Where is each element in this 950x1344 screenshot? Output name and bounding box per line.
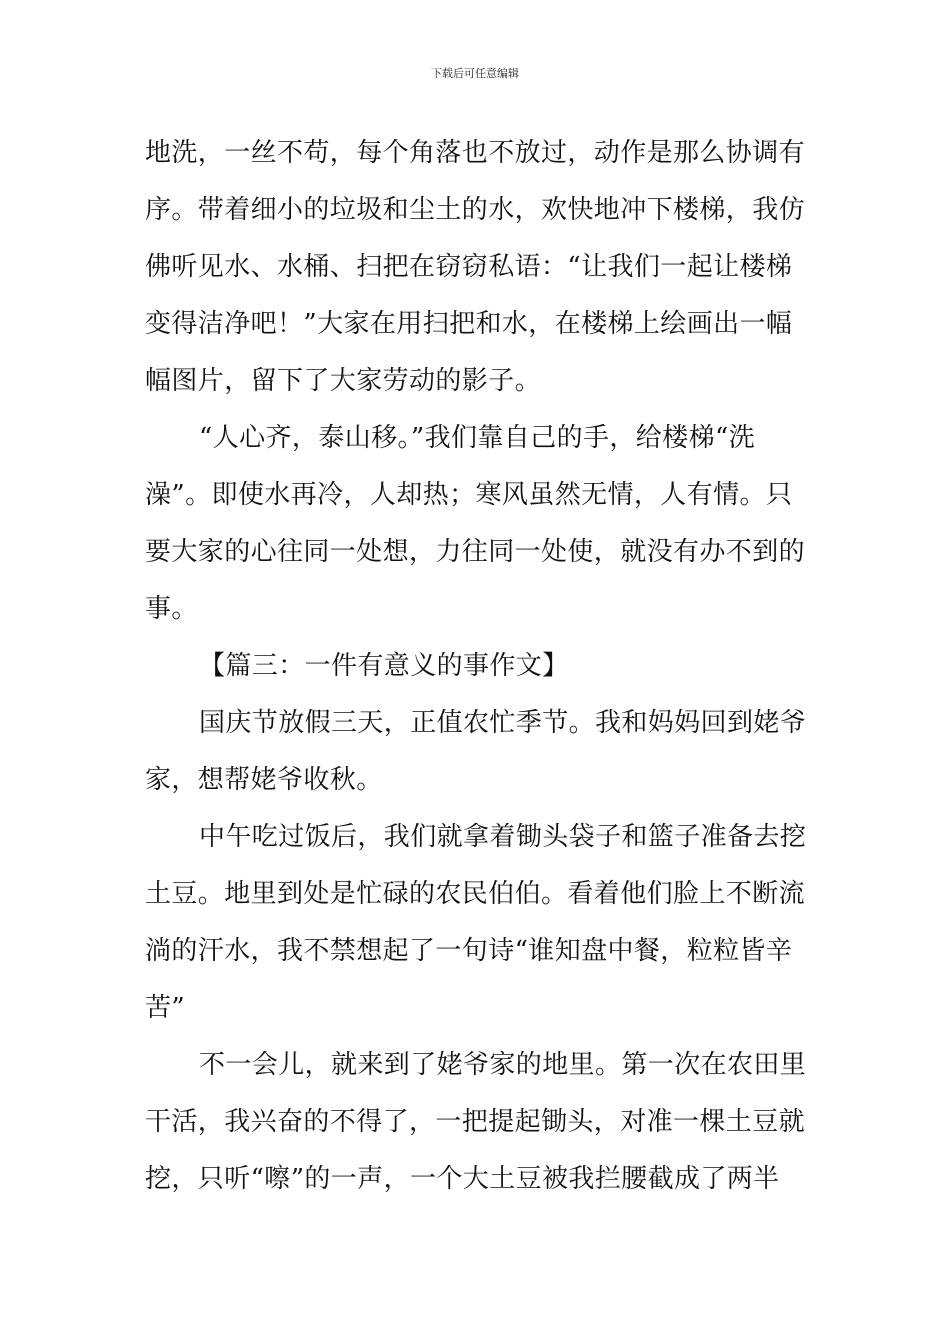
text-line: 澡”。即使水再冷，人却热；寒风虽然无情，人有情。只 (145, 480, 793, 510)
text-line: 变得洁净吧！”大家在用扫把和水，在楼梯上绘画出一幅 (145, 309, 793, 339)
text-line: 不一会儿，就来到了姥爷家的地里。第一次在农田里 (199, 1050, 807, 1080)
text-line: 序。带着细小的垃圾和尘土的水，欢快地冲下楼梯，我仿 (145, 195, 806, 225)
text-line: 地洗，一丝不苟，每个角落也不放过，动作是那么协调有 (145, 138, 806, 168)
text-line: 淌的汗水，我不禁想起了一句诗“谁知盘中餐，粒粒皆辛 (145, 936, 793, 966)
paragraph-national-day (145, 695, 807, 809)
text-line: 中午吃过饭后，我们就拿着锄头袋子和篮子准备去挖 (199, 822, 807, 852)
text-line: 家，想帮姥爷收秋。 (145, 765, 383, 795)
text-line: 国庆节放假三天，正值农忙季节。我和妈妈回到姥爷 (199, 708, 807, 738)
paragraph-unity-proverb (145, 410, 807, 638)
paragraph-digging-potatoes (145, 809, 807, 1037)
text-line: “人心齐，泰山移。”我们靠自己的手，给楼梯“洗 (199, 423, 756, 453)
text-line: 事。 (145, 594, 198, 624)
paragraph-stair-cleaning-continued (145, 125, 807, 410)
section-title: 【篇三：一件有意义的事作文】 (199, 651, 569, 681)
text-line: 佛听见水、水桶、扫把在窃窃私语：“让我们一起让楼梯 (145, 252, 793, 282)
text-line: 挖，只听“嚓”的一声，一个大土豆被我拦腰截成了两半 (145, 1164, 780, 1194)
text-line: 要大家的心往同一处想，力往同一处使，就没有办不到的 (145, 537, 806, 567)
paragraph-farm-work (145, 1037, 807, 1208)
text-line: 幅图片，留下了大家劳动的影子。 (145, 366, 542, 396)
section-heading (145, 638, 807, 695)
text-line: 苦” (145, 993, 186, 1023)
text-line: 干活，我兴奋的不得了，一把提起锄头，对准一棵土豆就 (145, 1107, 806, 1137)
text-line: 土豆。地里到处是忙碌的农民伯伯。看着他们脸上不断流 (145, 879, 806, 909)
document-body (145, 125, 807, 1208)
page-header-note: 下载后可任意编辑 (431, 67, 519, 80)
